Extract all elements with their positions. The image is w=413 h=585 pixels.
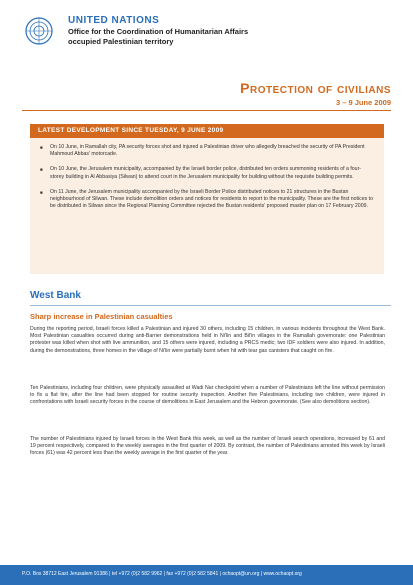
footer [0, 565, 413, 585]
latest-developments-list [40, 144, 374, 210]
report-title: Protection of civilians [240, 80, 391, 96]
un-emblem-icon [24, 16, 54, 46]
latest-developments-heading: LATEST DEVELOPMENT SINCE TUESDAY, 9 JUNE 2009 [30, 124, 384, 138]
header [0, 0, 413, 74]
title-divider [22, 110, 391, 111]
footer-contact: P.O. Box 38712 East Jerusalem 91386 | tel +972 (0)2 582 9962 | fax +972 (0)2 582 5841 | ochaopt@un.org | www.ochaopt.org [22, 571, 302, 577]
report-date: 3 – 9 June 2009 [335, 98, 391, 107]
latest-developments-box [30, 124, 384, 274]
org-line-2: occupied Palestinian territory [68, 37, 174, 46]
paragraph: The number of Palestinians injured by Israeli forces in the West Bank this week, as well as the number of Israeli search operations, increased by 61 and 19 percent respectively, compared to the weekly averages in the first quarter of 2009. By contrast, the number of Palestinians arrested this week by Israeli forces (61) was 42 percent less than the weekly average in the first quarter of the year. [30, 436, 385, 457]
list-item: ■ On 10 June, the Jerusalem municipality, accompanied by the Israeli border police, distributed ten orders summoning residents of a four-storey building in Al Abbasiya (Silwan) to attend court in the Jerusalem municipality for building without the requisite building permits. [40, 166, 374, 180]
section-heading: West Bank [30, 290, 81, 301]
paragraph: During the reporting period, Israeli forces killed a Palestinian and injured 30 others, including 15 children, in various incidents throughout the West Bank. Most Palestinian casualties occurred during anti-Barrier demonstrations held in Ni'lin and Bil'in villages in the Ramallah governorate: one Palestinian protester was killed when shot with live ammunition, and 15 others were injured, including a PRCS medic; two IDF soldiers were also injured. In addition, during the demonstrations, three homes in the village of Ni'lin were partially burnt when hit with tear gas canisters that caught on fire. [30, 326, 385, 354]
org-name: UNITED NATIONS [68, 15, 160, 26]
list-item: ■ On 11 June, the Jerusalem municipality accompanied by the Israeli Border Police distributed notices to 21 structures in the Bustan neighbourhood of Silwan. These include demolition orders and notices for residents to report to the municipality. These are the first notices to be distributed in Silwan since the Regional Planning Committee rejected the Bustan residents' proposed master plan on 17 February 2009. [40, 189, 374, 211]
section-divider [30, 305, 391, 306]
org-block [68, 15, 248, 47]
paragraph: Ten Palestinians, including four children, were physically assaulted at Wadi Nar checkpoint when a number of Palestinians left the line without permission to fix a flat tire, after the line had been stopped for routine security inspection. Another five Palestinians, including two children, were injured in confrontations with Israeli security forces in the course of demolitions in East Jerusalem and the Hebron governorate. (See also demolitions section). [30, 385, 385, 406]
list-item: ■ On 10 June, in Ramallah city, PA security forces shot and injured a Palestinian driver who allegedly breached the security of PA President Mahmoud Abbas' motorcade. [40, 144, 374, 158]
subsection-heading: Sharp increase in Palestinian casualties [30, 312, 173, 321]
org-line-1: Office for the Coordination of Humanitarian Affairs [68, 27, 249, 36]
